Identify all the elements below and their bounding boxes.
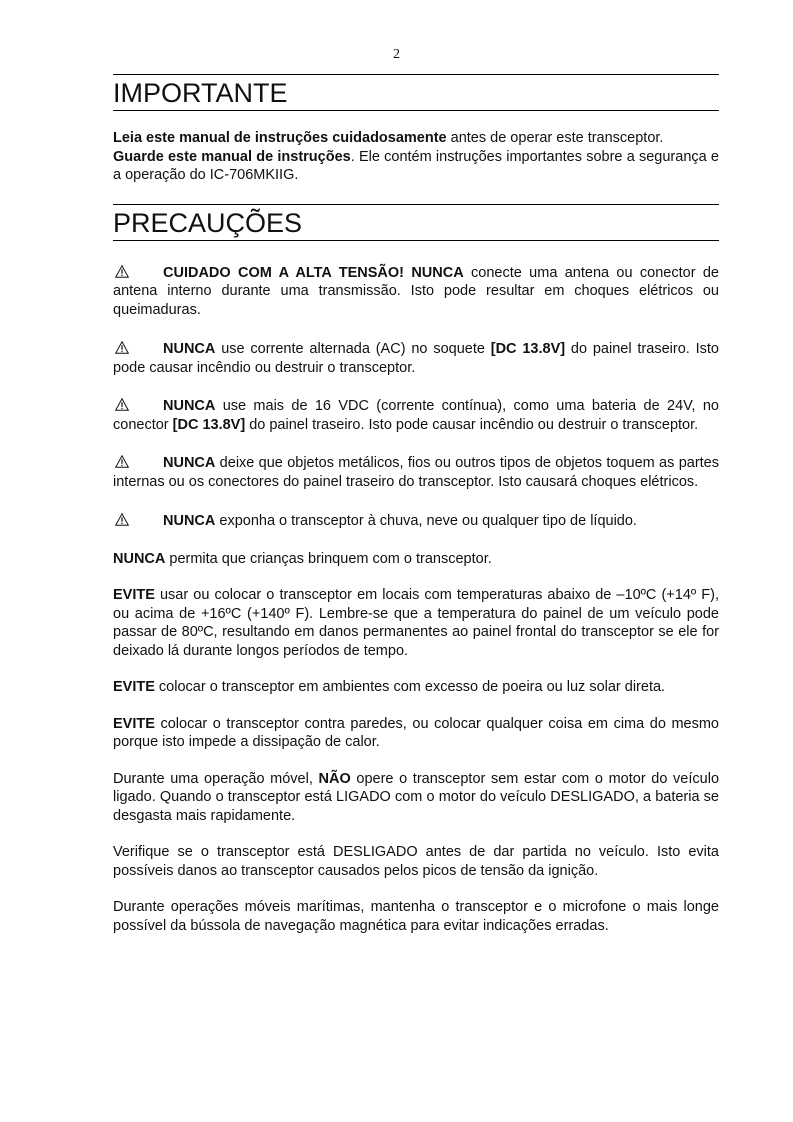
bold-text: NUNCA [163,341,216,357]
paragraph-text: exponha o transceptor à chuva, neve ou qualquer tipo de líquido. [215,513,637,529]
paragraph-text: colocar o transceptor contra paredes, ou colocar qualquer coisa em cima do mesmo porque isto impede a dissipação de calor. [113,715,719,750]
bold-text: [DC 13.8V] [490,341,566,357]
bold-text: EVITE [113,679,155,695]
warning-paragraph-rain [113,512,719,531]
section-title-importante: IMPORTANTE [113,74,719,111]
section-title-precaucoes: PRECAUÇÕES [113,204,719,241]
paragraph-text: conecte uma antena ou conector de antena interno durante uma transmissão. Isto pode resultar em choques elétricos ou queimaduras. [113,264,719,318]
warning-triangle-icon [115,455,129,468]
bold-text: EVITE [113,587,155,603]
paragraph-marine: Durante operações móveis marítimas, mantenha o transceptor e o microfone o mais longe possível da bússola de navegação magnética para evitar indicações erradas. [113,899,719,934]
paragraph-text: do painel traseiro. Isto pode causar incêndio ou destruir o transceptor. [245,416,699,433]
paragraph-temperature [113,586,719,660]
bold-text: NUNCA [163,455,216,471]
paragraph-text: antes de operar este transceptor. [446,130,664,146]
document-body [113,74,719,935]
paragraph-text: deixe que objetos metálicos, fios ou outros tipos de objetos toquem as partes internas ou os conectores do painel traseiro do transceptor. Isto causará choques elétricos. [113,455,719,490]
warning-triangle-icon [115,398,129,411]
warning-paragraph-high-voltage [113,264,719,320]
paragraph-mobile-operation [113,770,719,826]
warning-paragraph-metal-objects [113,454,719,491]
paragraph-dust [113,678,719,697]
importante-paragraph-2 [113,148,719,185]
bold-text: NUNCA [113,550,166,567]
bold-text: Guarde este manual de instruções [113,148,351,165]
paragraph-text: permita que crianças brinquem com o transceptor. [165,550,492,567]
bold-text: CUIDADO COM A ALTA TENSÃO! NUNCA [163,264,464,281]
paragraph-text: use mais de 16 VDC (corrente contínua), como uma bateria de 24V, no conector [113,398,719,433]
bold-text: NUNCA [163,398,216,414]
warning-triangle-icon [115,265,129,278]
paragraph-walls [113,715,719,752]
warning-paragraph-ac [113,340,719,377]
paragraph-text: do painel traseiro. Isto pode causar incêndio ou destruir o transceptor. [113,341,719,376]
paragraph-text: use corrente alternada (AC) no soquete [215,341,491,357]
paragraph-text: colocar o transceptor em ambientes com excesso de poeira ou luz solar direta. [154,679,666,695]
warning-triangle-icon [115,341,129,354]
page-number: 2 [393,47,400,62]
paragraph-children [113,550,719,569]
paragraph-text: usar ou colocar o transceptor em locais com temperaturas abaixo de –10ºC (+14º F), ou acima de +16ºC (+140º F). Lembre-se que a temperatura do painel de um veículo pode passar de 80ºC, resultando em danos permanentes ao painel frontal do transceptor se ele for deixado lá durante longos períodos de tempo. [113,587,719,659]
importante-paragraph-1 [113,129,719,148]
bold-text: Leia este manual de instruções cuidadosamente [113,130,447,146]
paragraph-text: Durante uma operação móvel, [113,770,319,787]
paragraph-ignition: Verifique se o transceptor está DESLIGADO antes de dar partida no veículo. Isto evita possíveis danos ao transceptor causados pelos picos de tensão da ignição. [113,844,719,879]
warning-paragraph-16vdc [113,397,719,434]
warning-triangle-icon [115,513,129,526]
bold-text: EVITE [113,715,155,732]
paragraph-text: opere o transceptor sem estar com o motor do veículo ligado. Quando o transceptor está LIGADO com o motor do veículo DESLIGADO, a bateria se desgasta mais rapidamente. [113,770,720,824]
paragraph-text: . Ele contém instruções importantes sobre a segurança e a operação do IC-706MKIIG. [113,148,719,183]
bold-text: NUNCA [163,513,216,529]
bold-text: NÃO [318,770,351,787]
bold-text: [DC 13.8V] [172,416,246,433]
